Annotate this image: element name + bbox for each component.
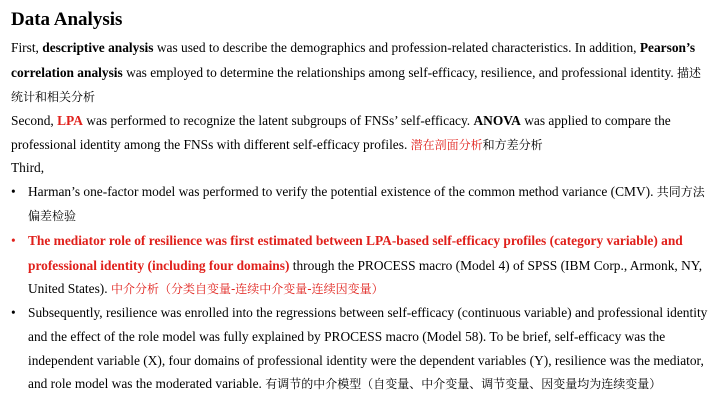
text: and the effect of the role model was fully explained by PROCESS macro (Model 58). To be brief, self-efficacy was the — [28, 329, 666, 344]
bullet2-line2 — [28, 256, 702, 276]
bold-term: correlation analysis — [11, 65, 123, 80]
bullet3-line3 — [28, 351, 704, 371]
text: was used to describe the demographics and profession-related characteristics. In addition, — [153, 40, 640, 55]
bullet3-line1 — [28, 303, 707, 323]
bullet2-line1 — [28, 231, 683, 251]
bullet-marker: • — [11, 184, 16, 199]
highlight-text: professional identity (including four domains) — [28, 258, 290, 273]
bold-term: descriptive analysis — [42, 40, 154, 55]
chinese-note: 和方差分析 — [482, 138, 543, 152]
chinese-note: 描述 — [677, 66, 702, 80]
para2-line2 — [11, 135, 543, 155]
bold-term: ANOVA — [473, 113, 521, 128]
text: United States). — [28, 281, 108, 296]
bullet-marker: • — [11, 305, 16, 320]
para1-line1 — [11, 38, 695, 58]
chinese-note-highlight: 中介分析（分类自变量-连续中介变量-连续因变量） — [110, 282, 384, 296]
text: independent variable (X), four domains of professional identity were the dependent variables (Y), resilience was the mediator, — [28, 353, 704, 368]
text: was employed to determine the relationships among self-efficacy, resilience, and professional identity. — [122, 65, 678, 80]
text: was applied to compare the — [520, 113, 671, 128]
chinese-note-highlight: 潜在剖面分析 — [410, 138, 483, 152]
text: and role model was the moderated variable. — [28, 376, 266, 391]
highlight-text: The mediator role of resilience was first estimated between LPA-based self-efficacy profiles (category variable) and — [28, 233, 683, 248]
para1-line3 — [11, 87, 95, 107]
bullet3-line4 — [28, 374, 661, 394]
bullet-marker: • — [11, 233, 16, 248]
chinese-note: 有调节的中介模型（自变量、中介变量、调节变量、因变量均为连续变量） — [265, 377, 662, 391]
page-title: Data Analysis — [11, 9, 123, 30]
highlight-term: LPA — [57, 113, 83, 128]
para1-line2 — [11, 63, 701, 83]
third-label: Third, — [11, 160, 45, 175]
bold-term: Pearson’s — [639, 40, 696, 55]
text: professional identity among the FNSs with different self-efficacy profiles. — [11, 137, 411, 152]
chinese-note: 共同方法 — [656, 185, 705, 199]
text: Second, — [11, 113, 58, 128]
text: through the PROCESS macro (Model 4) of SPSS (IBM Corp., Armonk, NY, — [289, 258, 703, 273]
chinese-note: 偏差检验 — [28, 209, 77, 223]
bullet1-line2 — [28, 206, 76, 226]
text: Harman’s one-factor model was performed to verify the potential existence of the common method variance (CMV). — [28, 184, 657, 199]
para2-line1 — [11, 111, 671, 131]
chinese-note: 统计和相关分析 — [11, 90, 96, 104]
bullet3-line2 — [28, 327, 665, 347]
text: Subsequently, resilience was enrolled into the regressions between self-efficacy (continuous variable) and professional identity — [28, 305, 708, 320]
bullet1-line1 — [28, 182, 705, 202]
text: First, — [11, 40, 43, 55]
bullet2-line3 — [28, 279, 384, 299]
text: was performed to recognize the latent subgroups of FNSs’ self-efficacy. — [82, 113, 474, 128]
